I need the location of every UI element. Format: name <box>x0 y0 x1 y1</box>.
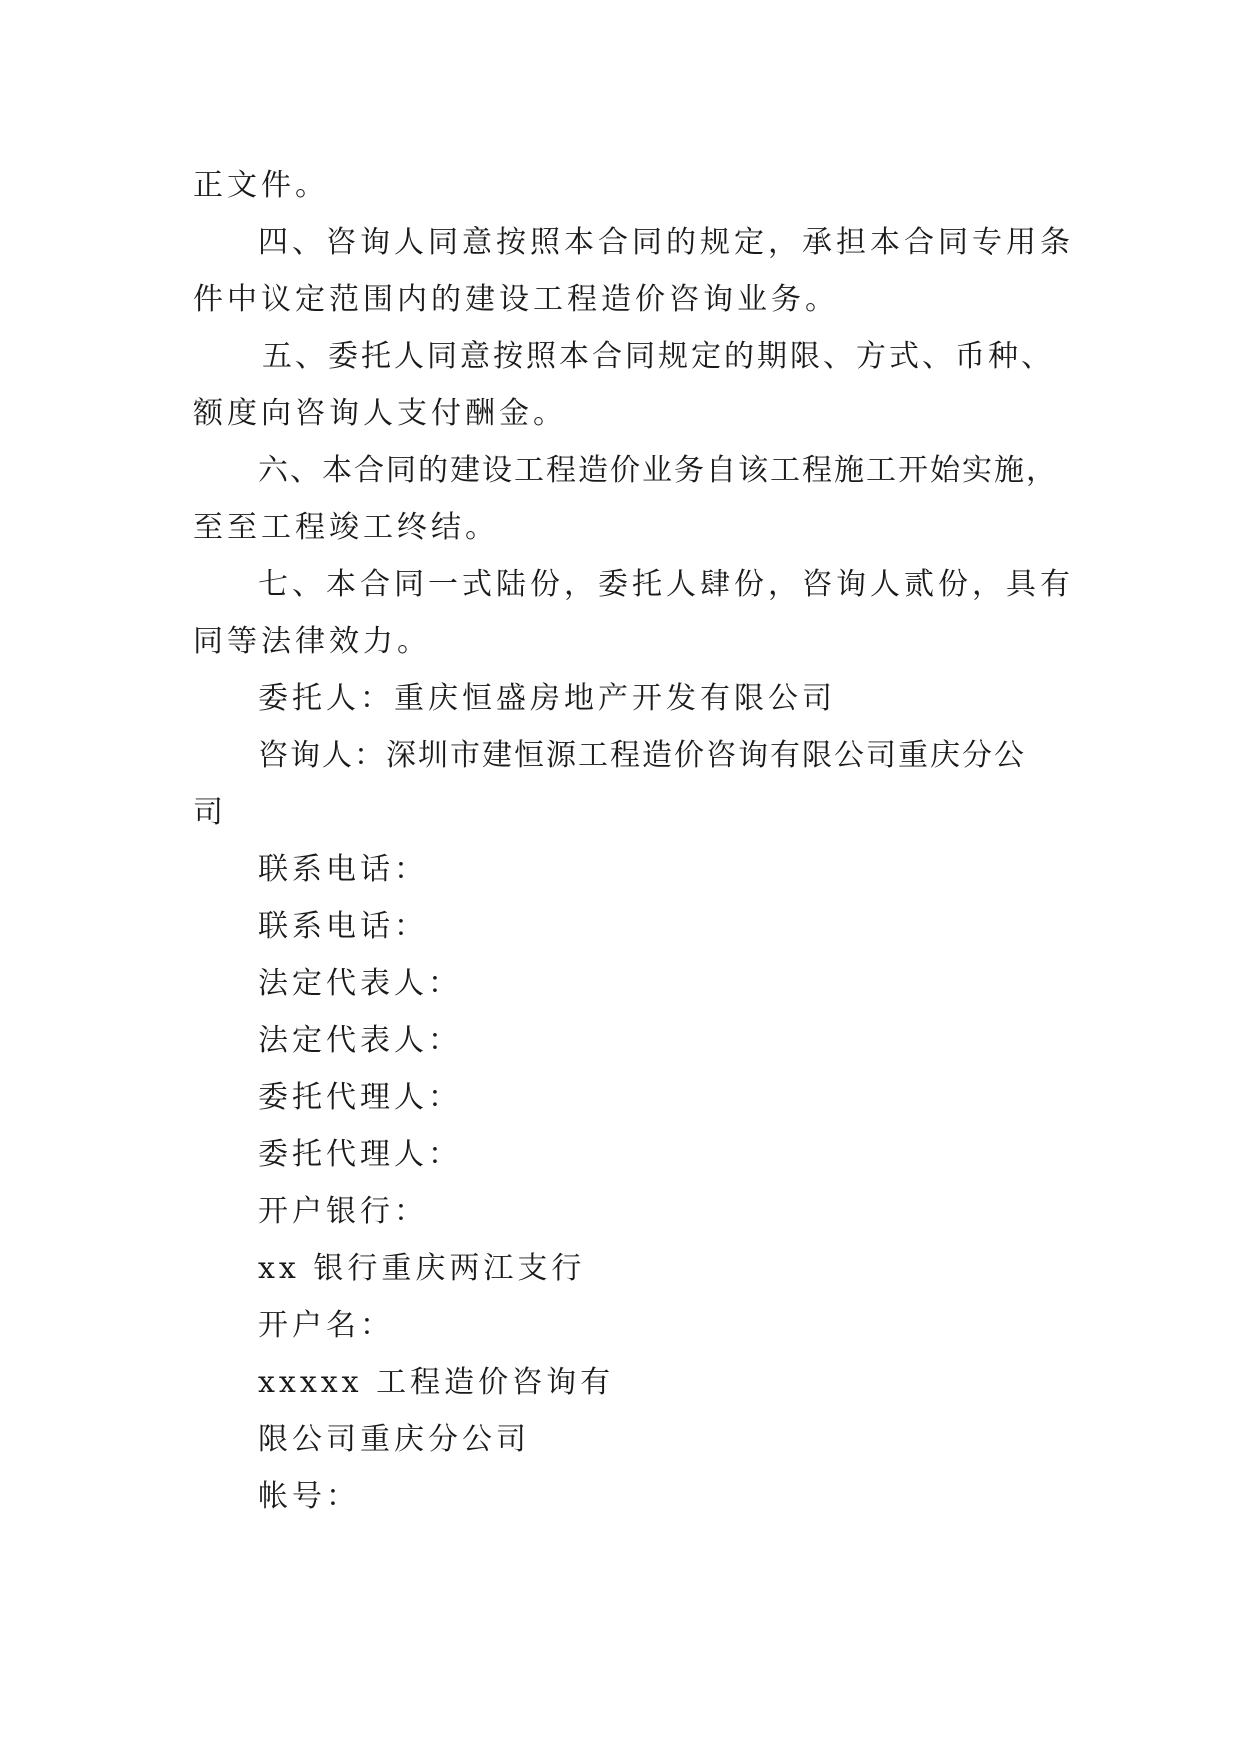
legal-representative-label: 法定代表人： <box>258 1023 462 1058</box>
paragraph-6-line-1: 六、本合同的建设工程造价业务自该工程施工开始实施， <box>258 453 1058 488</box>
text-line: 正文件。 <box>193 168 329 203</box>
bank-name: xx 银行重庆两江支行 <box>258 1251 586 1286</box>
paragraph-4-line-2: 件中议定范围内的建设工程造价咨询业务。 <box>193 282 839 317</box>
authorized-agent-label: 委托代理人： <box>258 1137 462 1172</box>
consultant-line-2: 司 <box>193 795 227 830</box>
account-name-line-2: 限公司重庆分公司 <box>258 1422 530 1457</box>
paragraph-5-line-1: 五、委托人同意按照本合同规定的期限、方式、币种、 <box>262 339 1054 374</box>
bank-label: 开户银行： <box>258 1194 428 1229</box>
paragraph-5-line-2: 额度向咨询人支付酬金。 <box>193 396 567 431</box>
phone-label: 联系电话： <box>258 852 428 887</box>
paragraph-7-line-1: 七、本合同一式陆份，委托人肆份，咨询人贰份，具有 <box>258 567 1074 602</box>
authorized-agent-label: 委托代理人： <box>258 1080 462 1115</box>
account-name-label: 开户名： <box>258 1308 394 1343</box>
client-line: 委托人：重庆恒盛房地产开发有限公司 <box>258 681 836 716</box>
paragraph-6-line-2: 至至工程竣工终结。 <box>193 510 499 545</box>
account-number-label: 帐号： <box>258 1479 360 1514</box>
paragraph-7-line-2: 同等法律效力。 <box>193 624 431 659</box>
phone-label: 联系电话： <box>258 909 428 944</box>
account-name-line-1: xxxxx 工程造价咨询有 <box>258 1365 615 1400</box>
paragraph-4-line-1: 四、咨询人同意按照本合同的规定，承担本合同专用条 <box>258 225 1074 260</box>
legal-representative-label: 法定代表人： <box>258 966 462 1001</box>
consultant-line-1: 咨询人：深圳市建恒源工程造价咨询有限公司重庆分公 <box>258 738 1026 773</box>
